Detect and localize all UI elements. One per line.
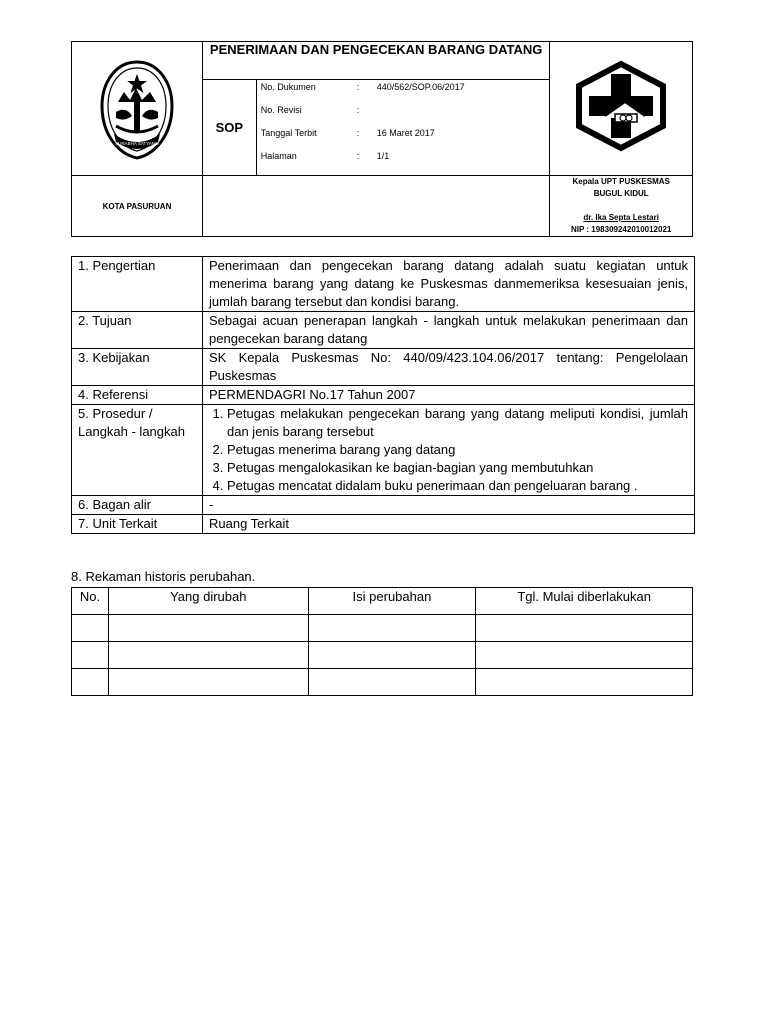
history-cell [308,669,476,696]
meta-value: 440/562/SOP.06/2017 [376,82,465,93]
meta-value: 1/1 [376,151,390,162]
history-row [72,669,693,696]
history-cell [72,669,109,696]
history-column-header: Tgl. Mulai diberlakukan [476,588,693,615]
puskesmas-logo-cell [550,42,693,176]
history-cell [72,642,109,669]
meta-value: 16 Maret 2017 [376,128,435,139]
procedure-steps [203,405,695,496]
procedure-step: 3. Petugas mengalokasikan ke bagian-bagian yang membutuhkan [227,459,688,477]
procedure-list [209,405,688,495]
section-label: 5. Prosedur / Langkah - langkah [72,405,203,496]
puskesmas-logo [571,60,671,152]
history-column-header: Isi perubahan [308,588,476,615]
section-row [72,496,695,515]
meta-separator: : [356,105,360,116]
meta-row [257,82,550,105]
history-cell [108,615,308,642]
meta-row [257,105,550,128]
meta-separator: : [356,151,360,162]
section-text: Sebagai acuan penerapan langkah - langkah untuk melakukan penerimaan dan pengecekan barang datang [203,312,695,349]
meta-label: No. Dukumen [260,82,316,93]
section-text: - [203,496,695,515]
section-label: 7. Unit Terkait [72,515,203,534]
document-meta-cell [256,80,550,176]
section-row [72,405,695,496]
history-cell [108,642,308,669]
procedure-step: 1. Petugas melakukan pengecekan barang yang datang meliputi kondisi, jumlah dan jenis barang tersebut [227,405,688,441]
history-cell [308,615,476,642]
history-cell [72,615,109,642]
meta-separator: : [356,82,360,93]
signatory-nip: NIP : 198309242010012021 [570,225,672,234]
section-row [72,515,695,534]
signatory-block [550,176,693,237]
history-cell [476,669,693,696]
history-title: 8. Rekaman historis perubahan. [71,569,256,584]
signatory-name: dr. Ika Septa Lestari [583,213,659,222]
sop-header [71,41,693,237]
section-text: SK Kepala Puskesmas No: 440/09/423.104.06/2017 tentang: Pengelolaan Puskesmas [203,349,695,386]
section-label: 6. Bagan alir [72,496,203,515]
section-label: 4. Referensi [72,386,203,405]
city-seal-logo [72,42,202,170]
section-text: Ruang Terkait [203,515,695,534]
history-row [72,615,693,642]
history-row [72,642,693,669]
sop-label: SOP [203,80,257,176]
history-cell [476,615,693,642]
section-row [72,349,695,386]
meta-value [377,105,550,128]
document-meta [257,82,550,174]
signatory-unit: BUGUL KIDUL [593,189,649,198]
section-text: Penerimaan dan pengecekan barang datang adalah suatu kegiatan untuk menerima barang yang datang ke Puskesmas danmemeriksa kesesuaian jenis, jumlah barang tersebut dan kondisi barang. [203,257,695,312]
history-cell [108,669,308,696]
section-row [72,312,695,349]
seal-motto-text: SURABHA SATYAMU [115,141,159,146]
meta-separator: : [356,128,360,139]
blank-cell [203,176,550,237]
meta-row [257,128,550,151]
section-row [72,257,695,312]
logo-cell [72,42,203,176]
history-column-header: No. [72,588,109,615]
sop-content-table [71,256,695,534]
meta-label: No. Revisi [260,105,302,116]
signatory-position: Kepala UPT PUSKESMAS [572,177,670,186]
section-label: 1. Pengertian [72,257,203,312]
meta-label: Tanggal Terbit [260,128,317,139]
history-cell [476,642,693,669]
meta-label: Halaman [260,151,297,162]
section-label: 2. Tujuan [72,312,203,349]
procedure-step: 2. Petugas menerima barang yang datang [227,441,688,459]
section-row [72,386,695,405]
history-table [71,587,693,696]
history-column-header: Yang dirubah [108,588,308,615]
city-name: KOTA PASURUAN [72,176,203,237]
procedure-step: 4. Petugas mencatat didalam buku penerimaan dan pengeluaran barang . [227,477,688,495]
meta-row [257,151,550,174]
history-cell [308,642,476,669]
document-title: PENERIMAAN DAN PENGECEKAN BARANG DATANG [203,42,550,80]
section-text: PERMENDAGRI No.17 Tahun 2007 [203,386,695,405]
section-label: 3. Kebijakan [72,349,203,386]
